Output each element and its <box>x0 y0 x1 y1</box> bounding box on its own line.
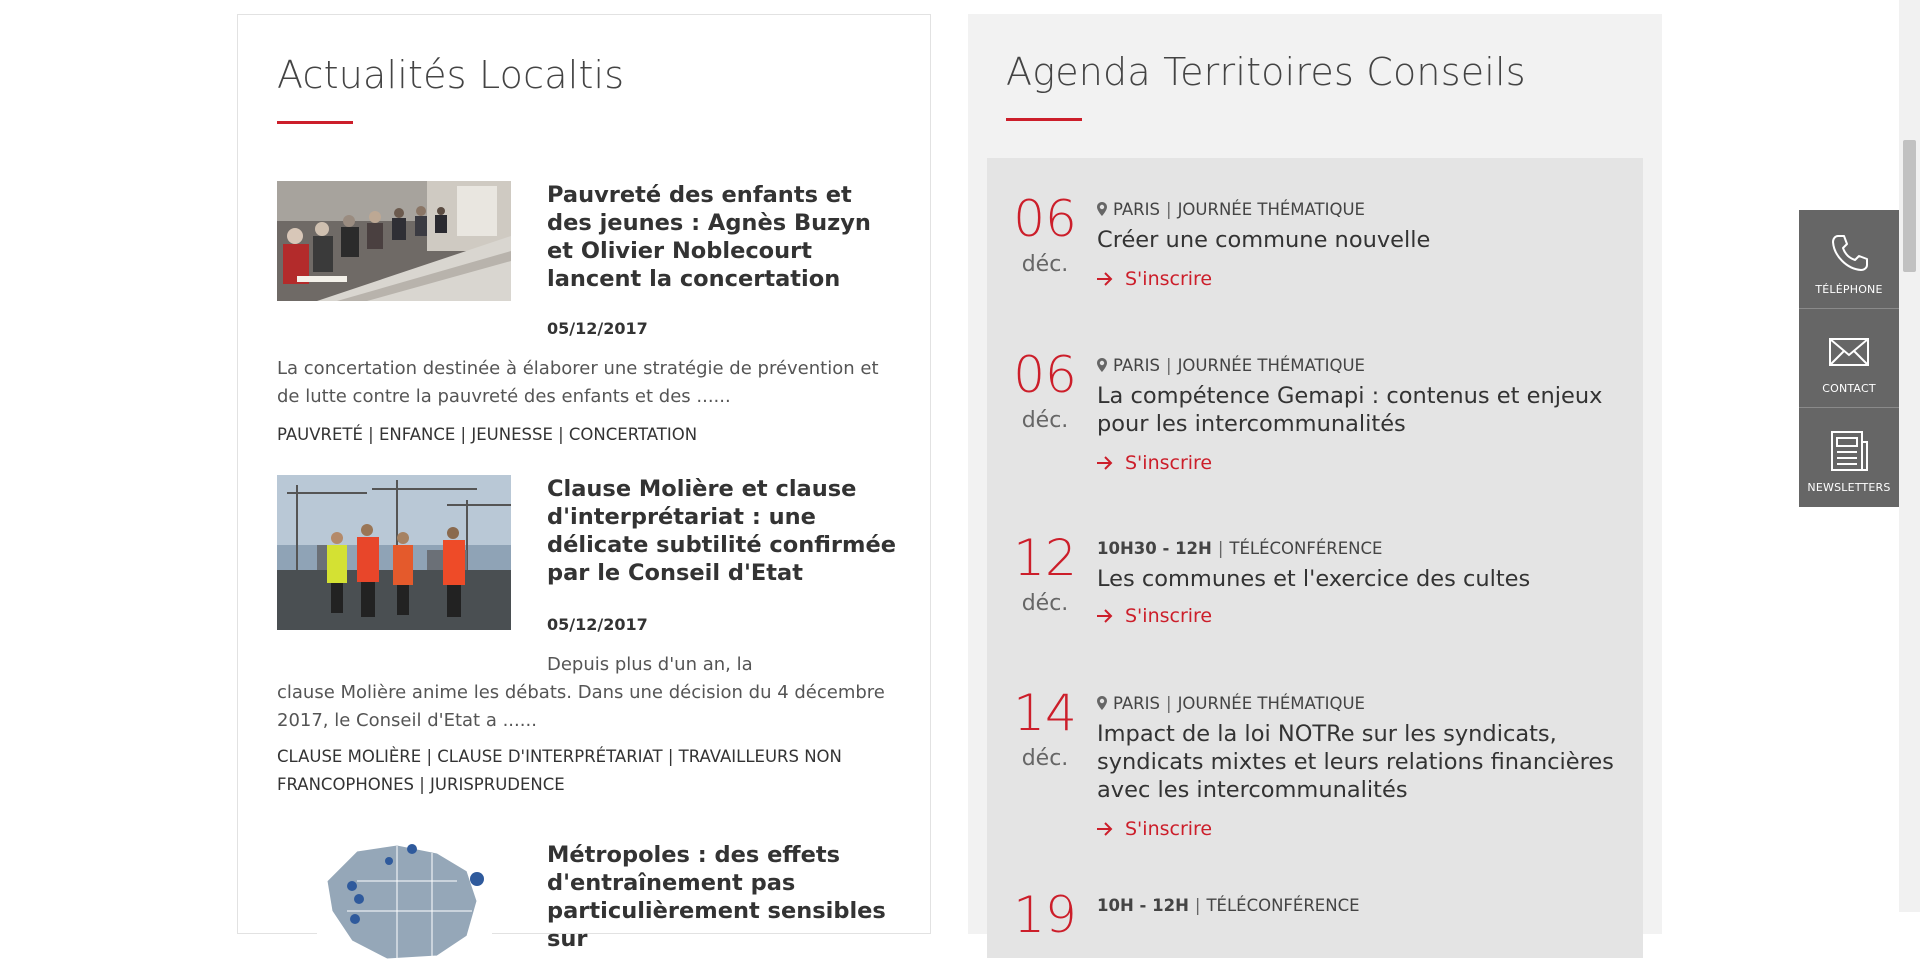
event-time: 10H - 12H <box>1097 896 1189 915</box>
article-tags[interactable]: CLAUSE MOLIÈRE | CLAUSE D'INTERPRÉTARIAT | TRAVAILLEURS NON FRANCOPHONES | JURISPRUDENCE <box>277 747 842 794</box>
location-pin-icon <box>1097 358 1107 372</box>
phone-label: TÉLÉPHONE <box>1815 283 1883 296</box>
event-month: déc. <box>1021 591 1069 616</box>
news-panel <box>237 14 931 952</box>
register-label: S'inscrire <box>1125 268 1213 290</box>
article-thumbnail-meeting[interactable] <box>277 181 511 301</box>
event-title-link[interactable]: Impact de la loi NOTRe sur les syndicats, syndicats mixtes et leurs relations financières avec les intercommunalités <box>1097 721 1614 803</box>
event-time: 10H30 - 12H <box>1097 539 1212 558</box>
france-map-image <box>317 841 492 961</box>
event-meta <box>1097 200 1365 219</box>
event-title-link[interactable]: Créer une commune nouvelle <box>1097 227 1431 253</box>
event-month: déc. <box>1021 408 1069 433</box>
article-excerpt-rest: clause Molière anime les débats. Dans une décision du 4 décembre 2017, le Conseil d'Etat a ...... <box>277 682 885 731</box>
location-pin-icon <box>1097 696 1107 710</box>
register-link[interactable] <box>1097 605 1212 627</box>
contact-side-widget <box>1799 210 1899 507</box>
article-excerpt: La concertation destinée à élaborer une stratégie de prévention et de lutte contre la pauvreté des enfants et des ...... <box>277 358 879 407</box>
event-type: JOURNÉE THÉMATIQUE <box>1177 356 1365 375</box>
arrow-right-icon <box>1097 456 1113 470</box>
scrollbar-thumb[interactable] <box>1903 140 1916 272</box>
register-link[interactable] <box>1097 268 1212 290</box>
article-title-link[interactable]: Clause Molière et clause d'interprétariat : une délicate subtilité confirmée par le Conseil d'Etat <box>547 476 896 586</box>
meta-separator: | <box>1166 694 1172 713</box>
event-month: déc. <box>1021 746 1069 771</box>
newsletters-button[interactable] <box>1799 408 1899 507</box>
article-excerpt-first-line: Depuis plus d'un an, la <box>547 654 753 675</box>
article-title-link[interactable]: Pauvreté des enfants et des jeunes : Agnès Buzyn et Olivier Noblecourt lancent la concertation <box>547 182 871 292</box>
contact-button[interactable] <box>1799 309 1899 408</box>
event-day: 06 <box>1013 190 1077 248</box>
newsletter-icon <box>1829 430 1869 472</box>
meta-separator: | <box>1166 200 1172 219</box>
agenda-section-title: Agenda Territoires Conseils <box>1006 50 1526 94</box>
article-date: 05/12/2017 <box>547 319 648 338</box>
agenda-event-list <box>987 158 1643 958</box>
event-meta <box>1097 694 1365 713</box>
contact-label: CONTACT <box>1822 382 1876 395</box>
arrow-right-icon <box>1097 822 1113 836</box>
register-link[interactable] <box>1097 452 1212 474</box>
news-title-underline <box>277 121 353 124</box>
event-location: PARIS <box>1113 200 1160 219</box>
meta-separator: | <box>1217 539 1224 558</box>
envelope-icon <box>1829 331 1869 373</box>
page-scrollbar[interactable] <box>1899 0 1920 912</box>
event-type: TÉLÉCONFÉRENCE <box>1206 896 1360 915</box>
event-day: 19 <box>1013 886 1077 944</box>
event-type: JOURNÉE THÉMATIQUE <box>1177 694 1365 713</box>
meeting-photo-image <box>277 181 511 301</box>
arrow-right-icon <box>1097 272 1113 286</box>
meta-separator: | <box>1166 356 1172 375</box>
event-day: 14 <box>1013 684 1077 742</box>
agenda-panel <box>968 14 1662 944</box>
event-location: PARIS <box>1113 356 1160 375</box>
agenda-title-underline <box>1006 118 1082 121</box>
article-title-link[interactable]: Métropoles : des effets d'entraînement pas particulièrement sensibles sur <box>547 842 886 952</box>
event-type: JOURNÉE THÉMATIQUE <box>1177 200 1365 219</box>
phone-icon <box>1829 232 1869 274</box>
register-link[interactable] <box>1097 818 1212 840</box>
article-tags[interactable]: PAUVRETÉ | ENFANCE | JEUNESSE | CONCERTATION <box>277 425 698 444</box>
event-title-link[interactable]: Les communes et l'exercice des cultes <box>1097 566 1531 592</box>
event-meta <box>1097 896 1360 915</box>
register-label: S'inscrire <box>1125 452 1213 474</box>
article-thumbnail-construction[interactable] <box>277 475 511 630</box>
event-month: déc. <box>1021 252 1069 277</box>
article-thumbnail-map[interactable] <box>317 841 492 961</box>
event-type: TÉLÉCONFÉRENCE <box>1229 539 1383 558</box>
event-meta <box>1097 356 1365 375</box>
phone-button[interactable] <box>1799 210 1899 309</box>
newsletters-label: NEWSLETTERS <box>1807 481 1891 494</box>
article-date: 05/12/2017 <box>547 615 648 634</box>
event-day: 12 <box>1013 529 1077 587</box>
event-day: 06 <box>1013 346 1077 404</box>
location-pin-icon <box>1097 202 1107 216</box>
event-location: PARIS <box>1113 694 1160 713</box>
article-excerpt <box>277 651 902 735</box>
arrow-right-icon <box>1097 609 1113 623</box>
construction-photo-image <box>277 475 511 630</box>
register-label: S'inscrire <box>1125 818 1213 840</box>
event-meta <box>1097 539 1382 558</box>
register-label: S'inscrire <box>1125 605 1213 627</box>
event-title-link[interactable]: La compétence Gemapi : contenus et enjeux pour les intercommunalités <box>1097 383 1603 437</box>
news-section-title: Actualités Localtis <box>277 53 625 97</box>
meta-separator: | <box>1194 896 1201 915</box>
